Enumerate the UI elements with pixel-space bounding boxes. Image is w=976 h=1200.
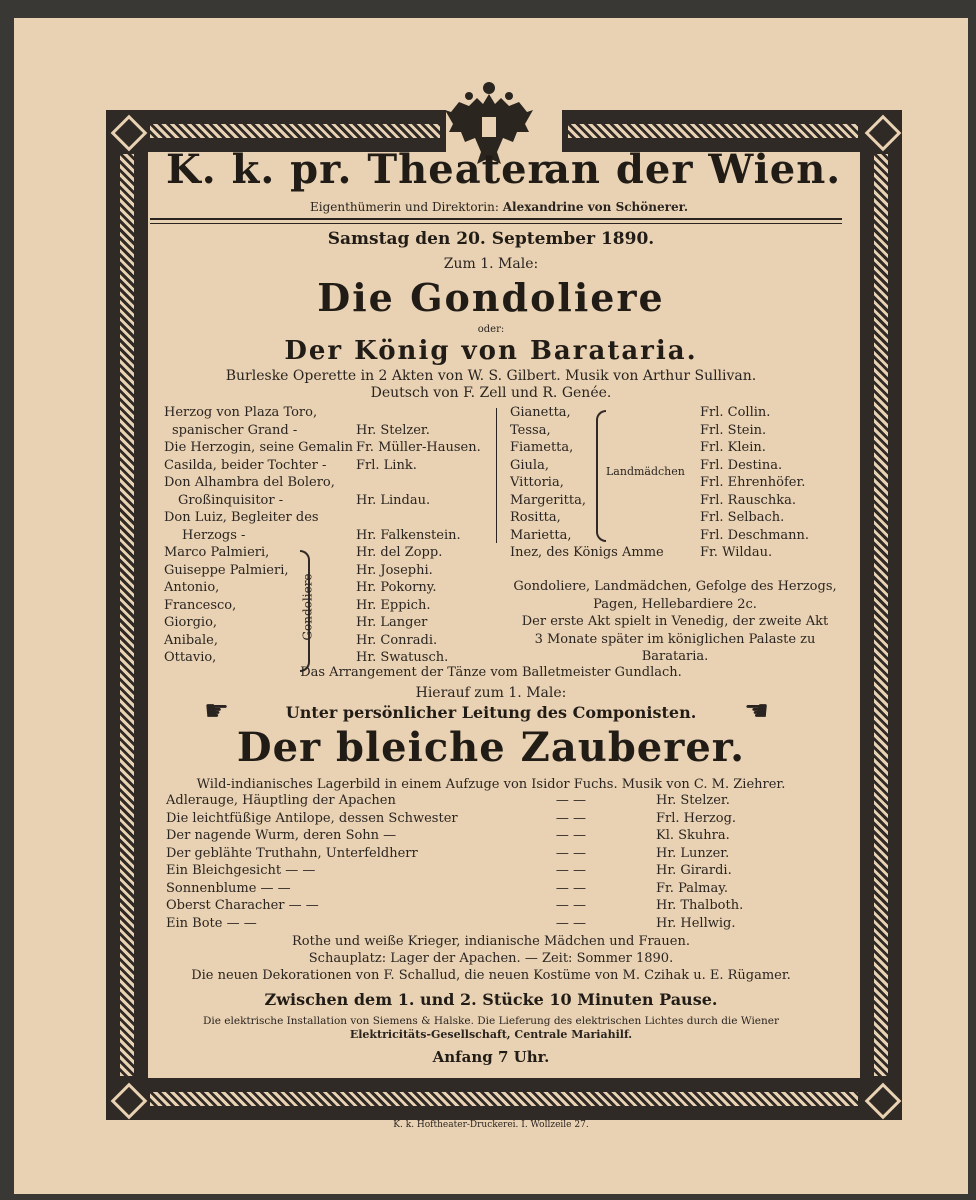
pointing-hand-icon: ☛	[204, 694, 230, 727]
premiere-2: Hierauf zum 1. Male:	[415, 685, 567, 701]
cast-row: Herzogs - Hr. Falkenstein.	[182, 527, 461, 543]
cast-list-left	[164, 404, 494, 667]
extras-line: 3 Monate später im königlichen Palaste zu	[534, 631, 816, 647]
cast-row: Guiseppe Palmieri, Hr. Josephi.	[164, 562, 433, 578]
cast-row: Adlerauge, Häuptling der Apachen — — Hr. Stelzer.	[166, 793, 730, 808]
cast-row: Oberst Characher — — — — Hr. Thalboth.	[166, 898, 744, 913]
cast-row: Rositta, Frl. Selbach.	[510, 510, 785, 525]
play-desc-2: Deutsch von F. Zell und R. Genée.	[370, 385, 612, 401]
cast-row: Die leichtfüßige Antilope, dessen Schwester — — Frl. Herzog.	[166, 810, 737, 826]
extras-line: Pagen, Hellebardiere 2c.	[593, 596, 757, 612]
cast-row: Francesco, Hr. Eppich.	[164, 597, 431, 613]
pointing-hand-icon: ☛	[744, 694, 770, 727]
play-desc-1: Burleske Operette in 2 Akten von W. S. Gilbert. Musik von Arthur Sullivan.	[225, 368, 757, 384]
cast-row: Ein Bote — — — — Hr. Hellwig.	[166, 915, 736, 931]
cast-row: Casilda, beider Tochter - Frl. Link.	[164, 457, 417, 473]
cast-row: Ottavio, Hr. Swatusch.	[164, 650, 449, 665]
cast-row: Don Alhambra del Bolero,	[164, 475, 335, 490]
start-time: Anfang 7 Uhr.	[432, 1048, 550, 1066]
cast-row: Margeritta, Frl. Rauschka.	[510, 492, 796, 508]
gondoliere-label: Gondoliere	[300, 573, 315, 641]
scene-line: Schauplatz: Lager der Apachen. — Zeit: Sommer 1890.	[308, 951, 674, 966]
cast-row: Der geblähte Truthahn, Unterfeldherr — — Hr. Lunzer.	[166, 845, 730, 861]
cast-row: Tessa, Frl. Stein.	[510, 422, 767, 438]
cast-row: Die Herzogin, seine Gemalin Fr. Müller-Hausen.	[164, 440, 481, 455]
date-line: Samstag den 20. September 1890.	[327, 229, 655, 249]
owner-prefix: Eigenthümerin und Direktorin:	[310, 200, 499, 214]
landmaedchen-label: Landmädchen	[606, 465, 685, 478]
cast-row: Der nagende Wurm, deren Sohn — — — Kl. Skuhra.	[166, 828, 730, 843]
extras-line: Gondoliere, Landmädchen, Gefolge des Herzogs,	[513, 579, 837, 594]
oder: oder:	[477, 324, 505, 335]
extras-line: Der erste Akt spielt in Venedig, der zweite Akt	[521, 614, 829, 629]
poster-sheet	[14, 18, 968, 1194]
theater-title-left: K. k. pr. Theater	[166, 146, 550, 193]
owner-name: Alexandrine von Schönerer.	[502, 200, 688, 214]
cast-row: Gianetta, Frl. Collin.	[510, 405, 771, 420]
cast-list-right	[510, 404, 830, 562]
pause-line: Zwischen dem 1. und 2. Stücke 10 Minuten Pause.	[264, 990, 718, 1009]
decor-line: Die neuen Dekorationen von F. Schallud, die neuen Kostüme von M. Czihak u. E. Rügamer.	[191, 968, 791, 983]
cast-row: Vittoria, Frl. Ehrenhöfer.	[510, 475, 806, 490]
ballet-line: Das Arrangement der Tänze vom Balletmeister Gundlach.	[300, 665, 682, 680]
cast-row: Großinquisitor - Hr. Lindau.	[178, 492, 431, 508]
first-play-extras	[510, 578, 840, 666]
cast-row: Ein Bleichgesicht — — — — Hr. Girardi.	[166, 863, 732, 878]
cast-row: Fiametta, Frl. Klein.	[510, 440, 766, 455]
cast-row: Giorgio, Hr. Langer	[164, 615, 428, 630]
cast-row: Don Luiz, Begleiter des	[164, 510, 319, 525]
electric-line-2: Elektricitäts-Gesellschaft, Centrale Mariahilf.	[349, 1028, 633, 1041]
theater-title-right: an der Wien.	[544, 146, 842, 193]
cast-row: Marco Palmieri, Hr. del Zopp.	[164, 545, 443, 560]
cast-row: Sonnenblume — — — — Fr. Palmay.	[166, 880, 728, 896]
cast-row: Marietta, Frl. Deschmann.	[510, 527, 810, 543]
title-rule	[150, 218, 842, 224]
play-title-2: Der bleiche Zauberer.	[236, 724, 746, 771]
extras-line: Barataria.	[641, 649, 709, 664]
cast-row: spanischer Grand - Hr. Stelzer.	[172, 422, 430, 438]
cast-row: Inez, des Königs Amme Fr. Wildau.	[510, 545, 773, 560]
second-play-extras: Rothe und weiße Krieger, indianische Mädchen und Frauen.	[292, 934, 690, 949]
play-title-1: Die Gondoliere	[317, 275, 665, 320]
cast-divider	[496, 408, 497, 543]
play-desc-3: Wild-indianisches Lagerbild in einem Aufzuge von Isidor Fuchs. Musik von C. M. Ziehrer.	[196, 777, 786, 792]
cast-list-second	[166, 792, 826, 932]
printer-line: K. k. Hoftheater-Druckerei. I. Wollzeile 27.	[393, 1120, 589, 1130]
cast-row: Anibale, Hr. Conradi.	[164, 632, 438, 648]
cast-row: Antonio, Hr. Pokorny.	[164, 580, 437, 595]
composer-note: Unter persönlicher Leitung des Componisten.	[285, 703, 697, 722]
owner-line	[310, 200, 688, 214]
landmaedchen-brace-left	[596, 410, 606, 542]
cast-row: Giula, Frl. Destina.	[510, 457, 783, 473]
electric-line-1: Die elektrische Installation von Siemens & Halske. Die Lieferung des elektrischen Lichtes durch die Wiener	[202, 1015, 780, 1027]
cast-row: Herzog von Plaza Toro,	[164, 405, 318, 420]
premiere-1: Zum 1. Male:	[443, 256, 539, 272]
play-subtitle-1: Der König von Barataria.	[284, 336, 698, 366]
